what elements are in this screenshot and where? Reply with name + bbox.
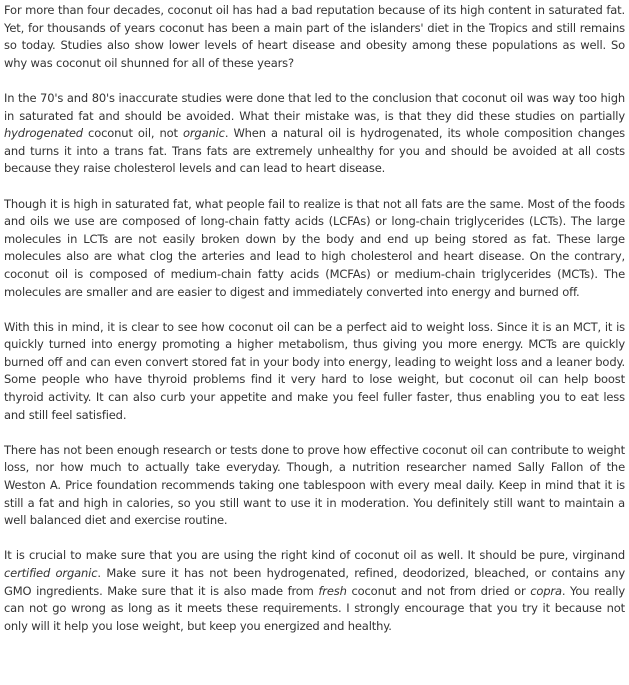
paragraph-text: For more than four decades, coconut oil has had a bad reputation because of its high content in saturated fat. Yet, for thousands of years coconut has been a main part of the islanders' diet in the Tropics and still remains so today. Studies also show lower levels of heart disease and obesity among these populations as well. So why was coconut oil shunned for all of these years? [4,3,625,70]
paragraph-research [4,442,625,530]
paragraph-inaccurate-studies [4,90,625,178]
paragraph-intro [4,2,625,72]
emphasis-certified-organic: certified organic [4,566,98,580]
paragraph-text: Though it is high in saturated fat, what people fail to realize is that not all fats are the same. Most of the foods and oils we use are composed of long-chain fatty acids (LCFAs) or long-chain triglycerides (LCTs). The large molecules in LCTs are not easily broken down by the body and end up being stored as fat. These large molecules also are what clog the arteries and lead to high cholesterol and heart disease. On the contrary, coconut oil is composed of medium-chain fatty acids (MCFAs) or medium-chain triglycerides (MCTs). The molecules are smaller and are easier to digest and immediately converted into energy and burned off. [4,196,625,299]
paragraph-weight-loss [4,319,625,425]
paragraph-text: coconut oil, not [82,126,183,141]
paragraph-text: There has not been enough research or tests done to prove how effective coconut oil can contribute to weight loss, nor how much to actually take everyday. Though, a nutrition researcher named Sally Fallon of the Weston A. Price foundation recommends taking one tablespoon with every meal daily. Keep in mind that it is still a fat and high in calories, so you still want to use it in moderation. You definitely still want to maintain a well balanced diet and exercise routine. [4,442,625,528]
paragraph-text: . When a natural oil is hydrogenated, its whole composition changes and turns it into a trans fat. Trans fats are extremely unhealthy for you and should be avoided at all costs because they raise cholesterol levels and can lead to heart disease. [4,126,625,176]
paragraph-text: . Make sure it has not been hydrogenated, refined, deodorized, bleached, or contains any GMO ingredients. Make sure that it is also made from [4,566,625,598]
paragraph-fat-types [4,196,625,302]
paragraph-text: coconut and not from dried or [346,583,531,598]
paragraph-text: In the 70's and 80's inaccurate studies were done that led to the conclusion that coconut oil was way too high in saturated fat and should be avoided. What their mistake was, is that they did these studies on partially [4,90,625,123]
emphasis-fresh: fresh [318,583,347,598]
emphasis-organic: organic [182,126,225,141]
emphasis-hydrogenated: hydrogenated [4,126,83,141]
paragraph-text: . You really can not go wrong as long as it meets these requirements. I strongly encourage that you try it because not only will it help you lose weight, but keep you energized and healthy. [4,583,625,633]
emphasis-copra: copra [530,583,562,598]
paragraph-text: It is crucial to make sure that you are using the right kind of coconut oil as well. It should be pure, virginand [4,548,625,563]
paragraph-right-kind [4,547,625,635]
paragraph-text: With this in mind, it is clear to see how coconut oil can be a perfect aid to weight loss. Since it is an MCT, it is quickly turned into energy promoting a higher metabolism, thus giving you more energy. MCTs are quickly burned off and can even convert stored fat in your body into energy, leading to weight loss and a leaner body. Some people who have thyroid problems find it very hard to lose weight, but coconut oil can help boost thyroid activity. It can also curb your appetite and make you feel fuller faster, thus enabling you to eat less and still feel satisfied. [4,319,625,422]
